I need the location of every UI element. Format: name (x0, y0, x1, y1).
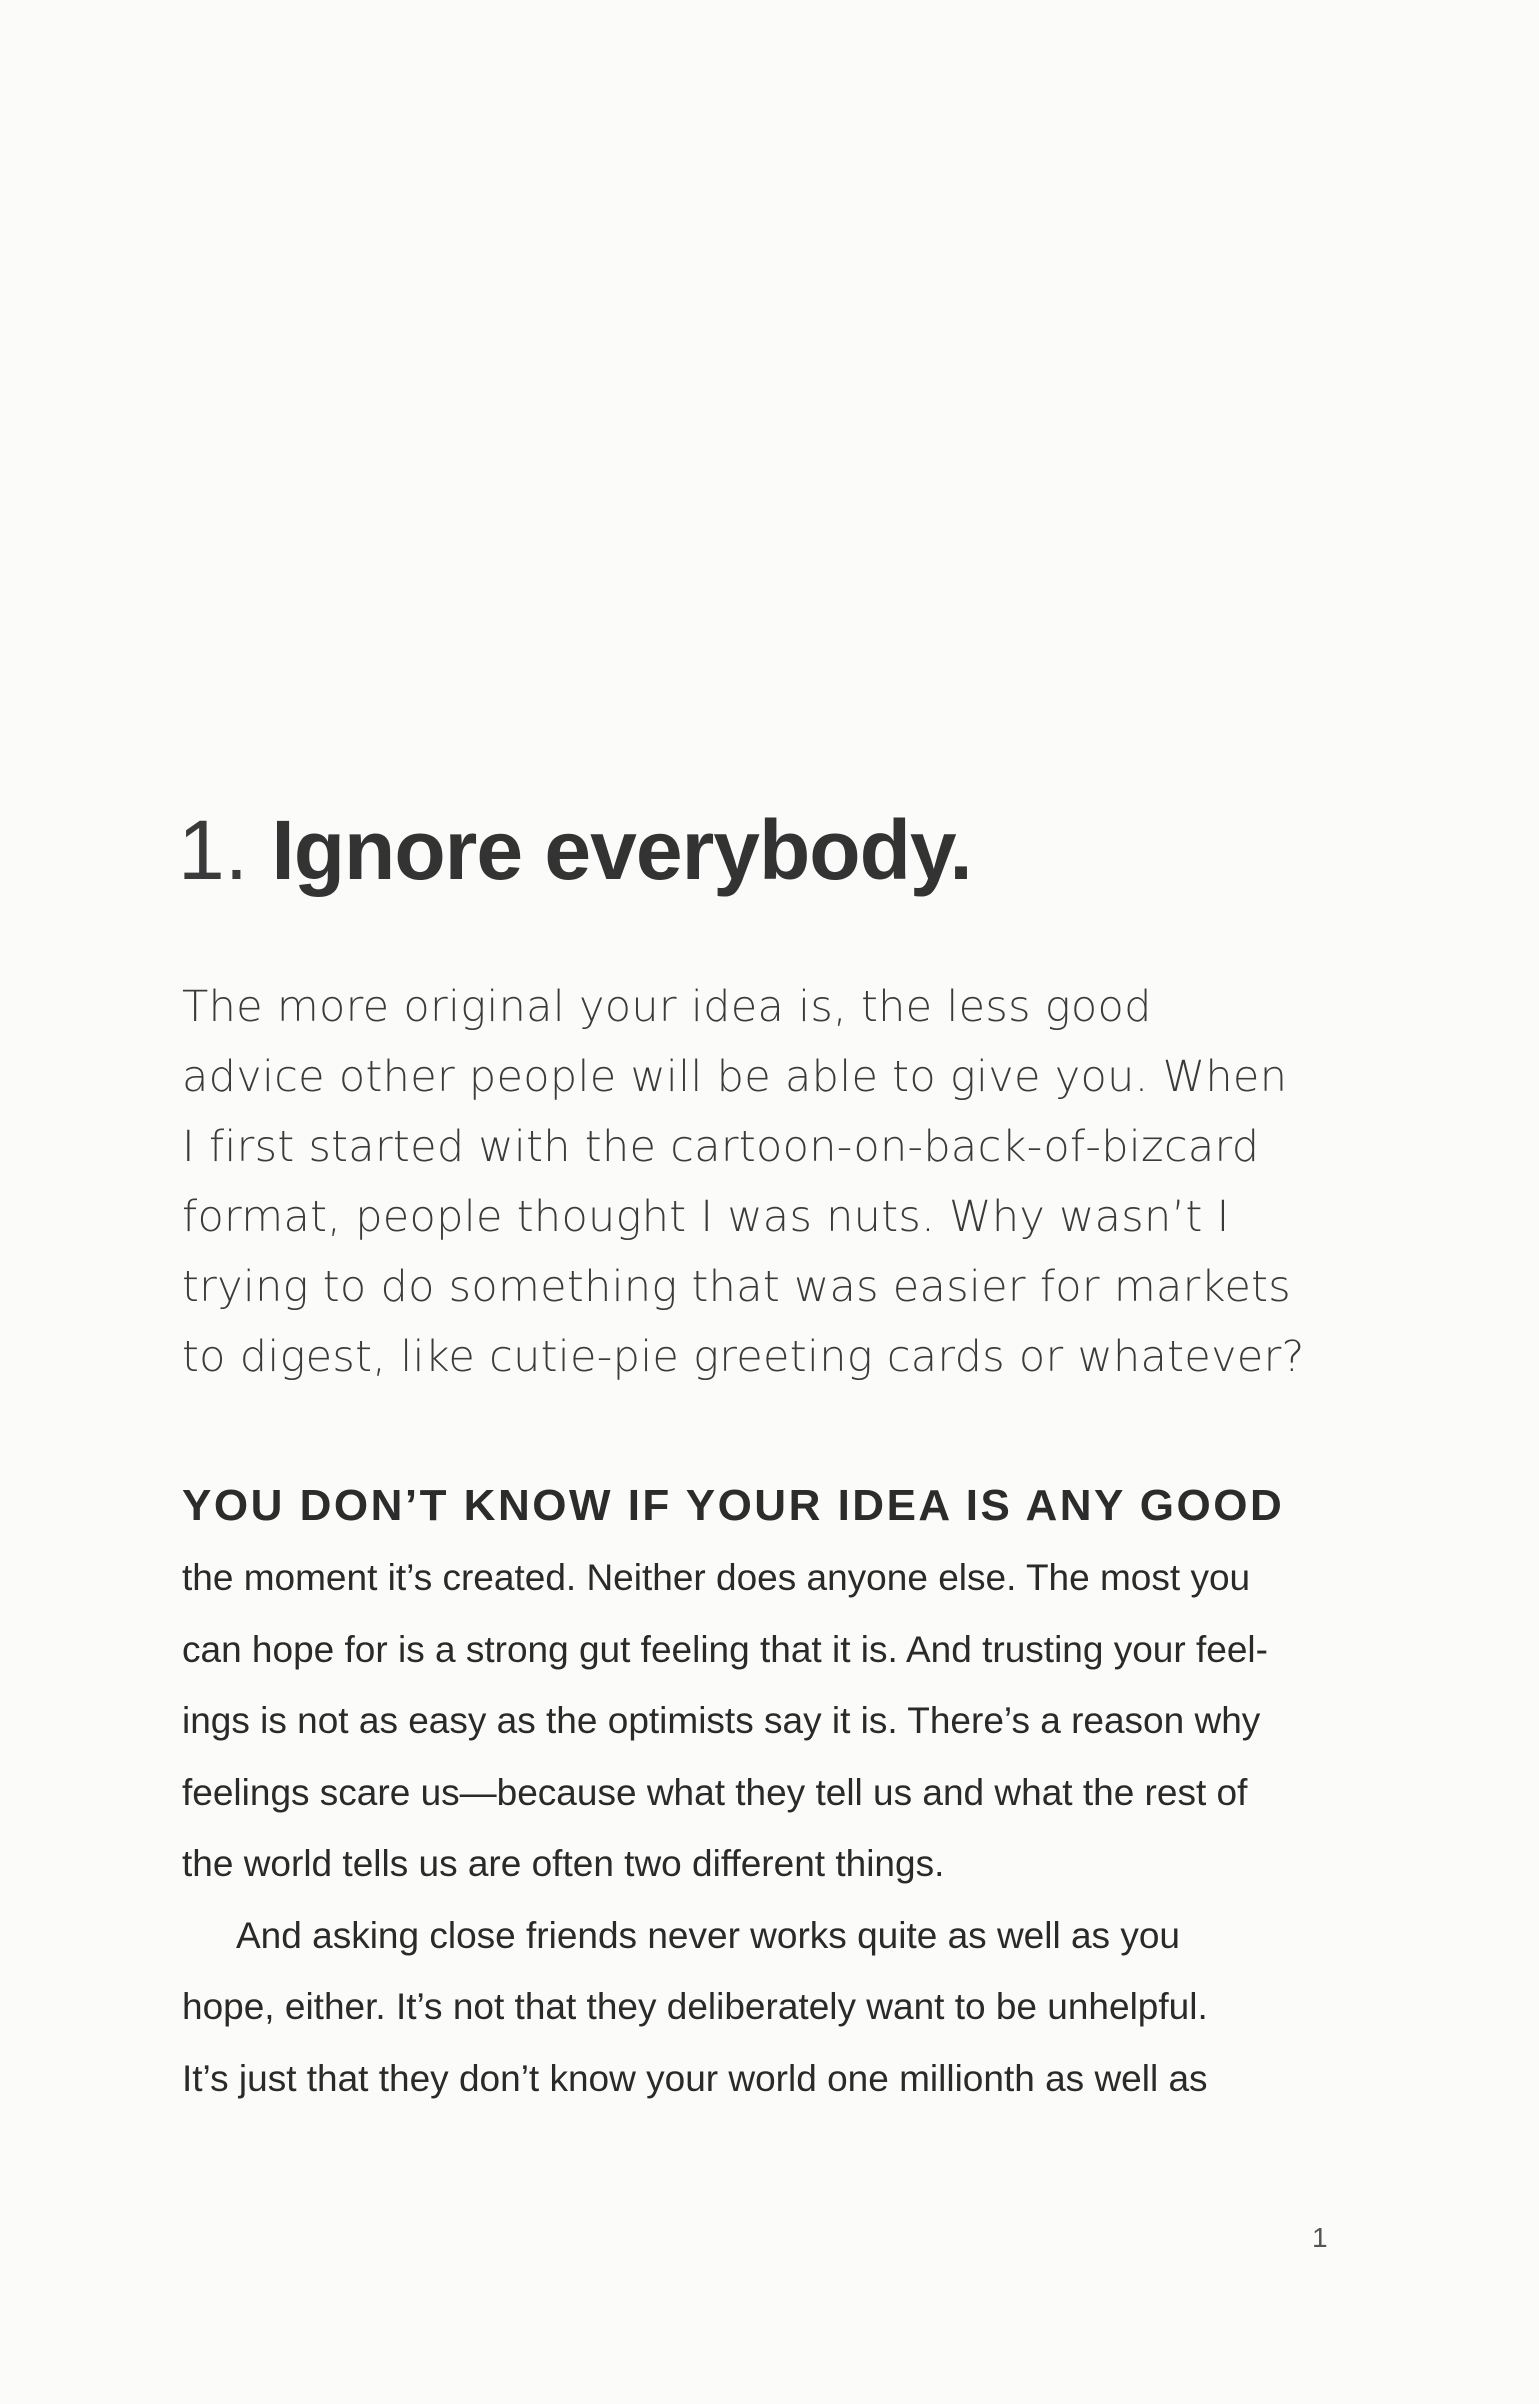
intro-line: advice other people will be able to give you. When (182, 1052, 1288, 1102)
body-line: It’s just that they don’t know your world one millionth as well as (182, 2057, 1208, 2099)
chapter-title: Ignore everybody. (271, 803, 972, 897)
body-line: the world tells us are often two different things. (182, 1843, 945, 1884)
body-line: And asking close friends never works quite as well as you (236, 1914, 1180, 1956)
intro-line: format, people thought I was nuts. Why wasn’t I (182, 1192, 1230, 1242)
section-lead-caps: YOU DON’T KNOW IF YOUR IDEA IS ANY GOOD (182, 1481, 1285, 1530)
intro-line: The more original your idea is, the less good (182, 982, 1152, 1032)
page-number: 1 (1312, 2222, 1328, 2253)
chapter-heading (178, 800, 1378, 900)
intro-line: to digest, like cutie-pie greeting cards or whatever? (182, 1332, 1305, 1382)
body-paragraph-1 (182, 1542, 1342, 1900)
body-paragraph-2 (182, 1900, 1342, 2115)
body-section (182, 1470, 1342, 2114)
body-line: the moment it’s created. Neither does anyone else. The most you (182, 1557, 1251, 1598)
chapter-number: 1. (178, 803, 249, 897)
intro-line: trying to do something that was easier for markets (182, 1262, 1291, 1312)
body-line: can hope for is a strong gut feeling that it is. And trusting your feel- (182, 1628, 1268, 1670)
intro-paragraph (182, 972, 1342, 1392)
intro-line: I first started with the cartoon-on-back-of-bizcard (182, 1122, 1260, 1172)
body-line: feelings scare us—because what they tell us and what the rest of (182, 1771, 1248, 1813)
body-line: hope, either. It’s not that they deliberately want to be unhelpful. (182, 1986, 1208, 2027)
body-line: ings is not as easy as the optimists say it is. There’s a reason why (182, 1700, 1261, 1741)
